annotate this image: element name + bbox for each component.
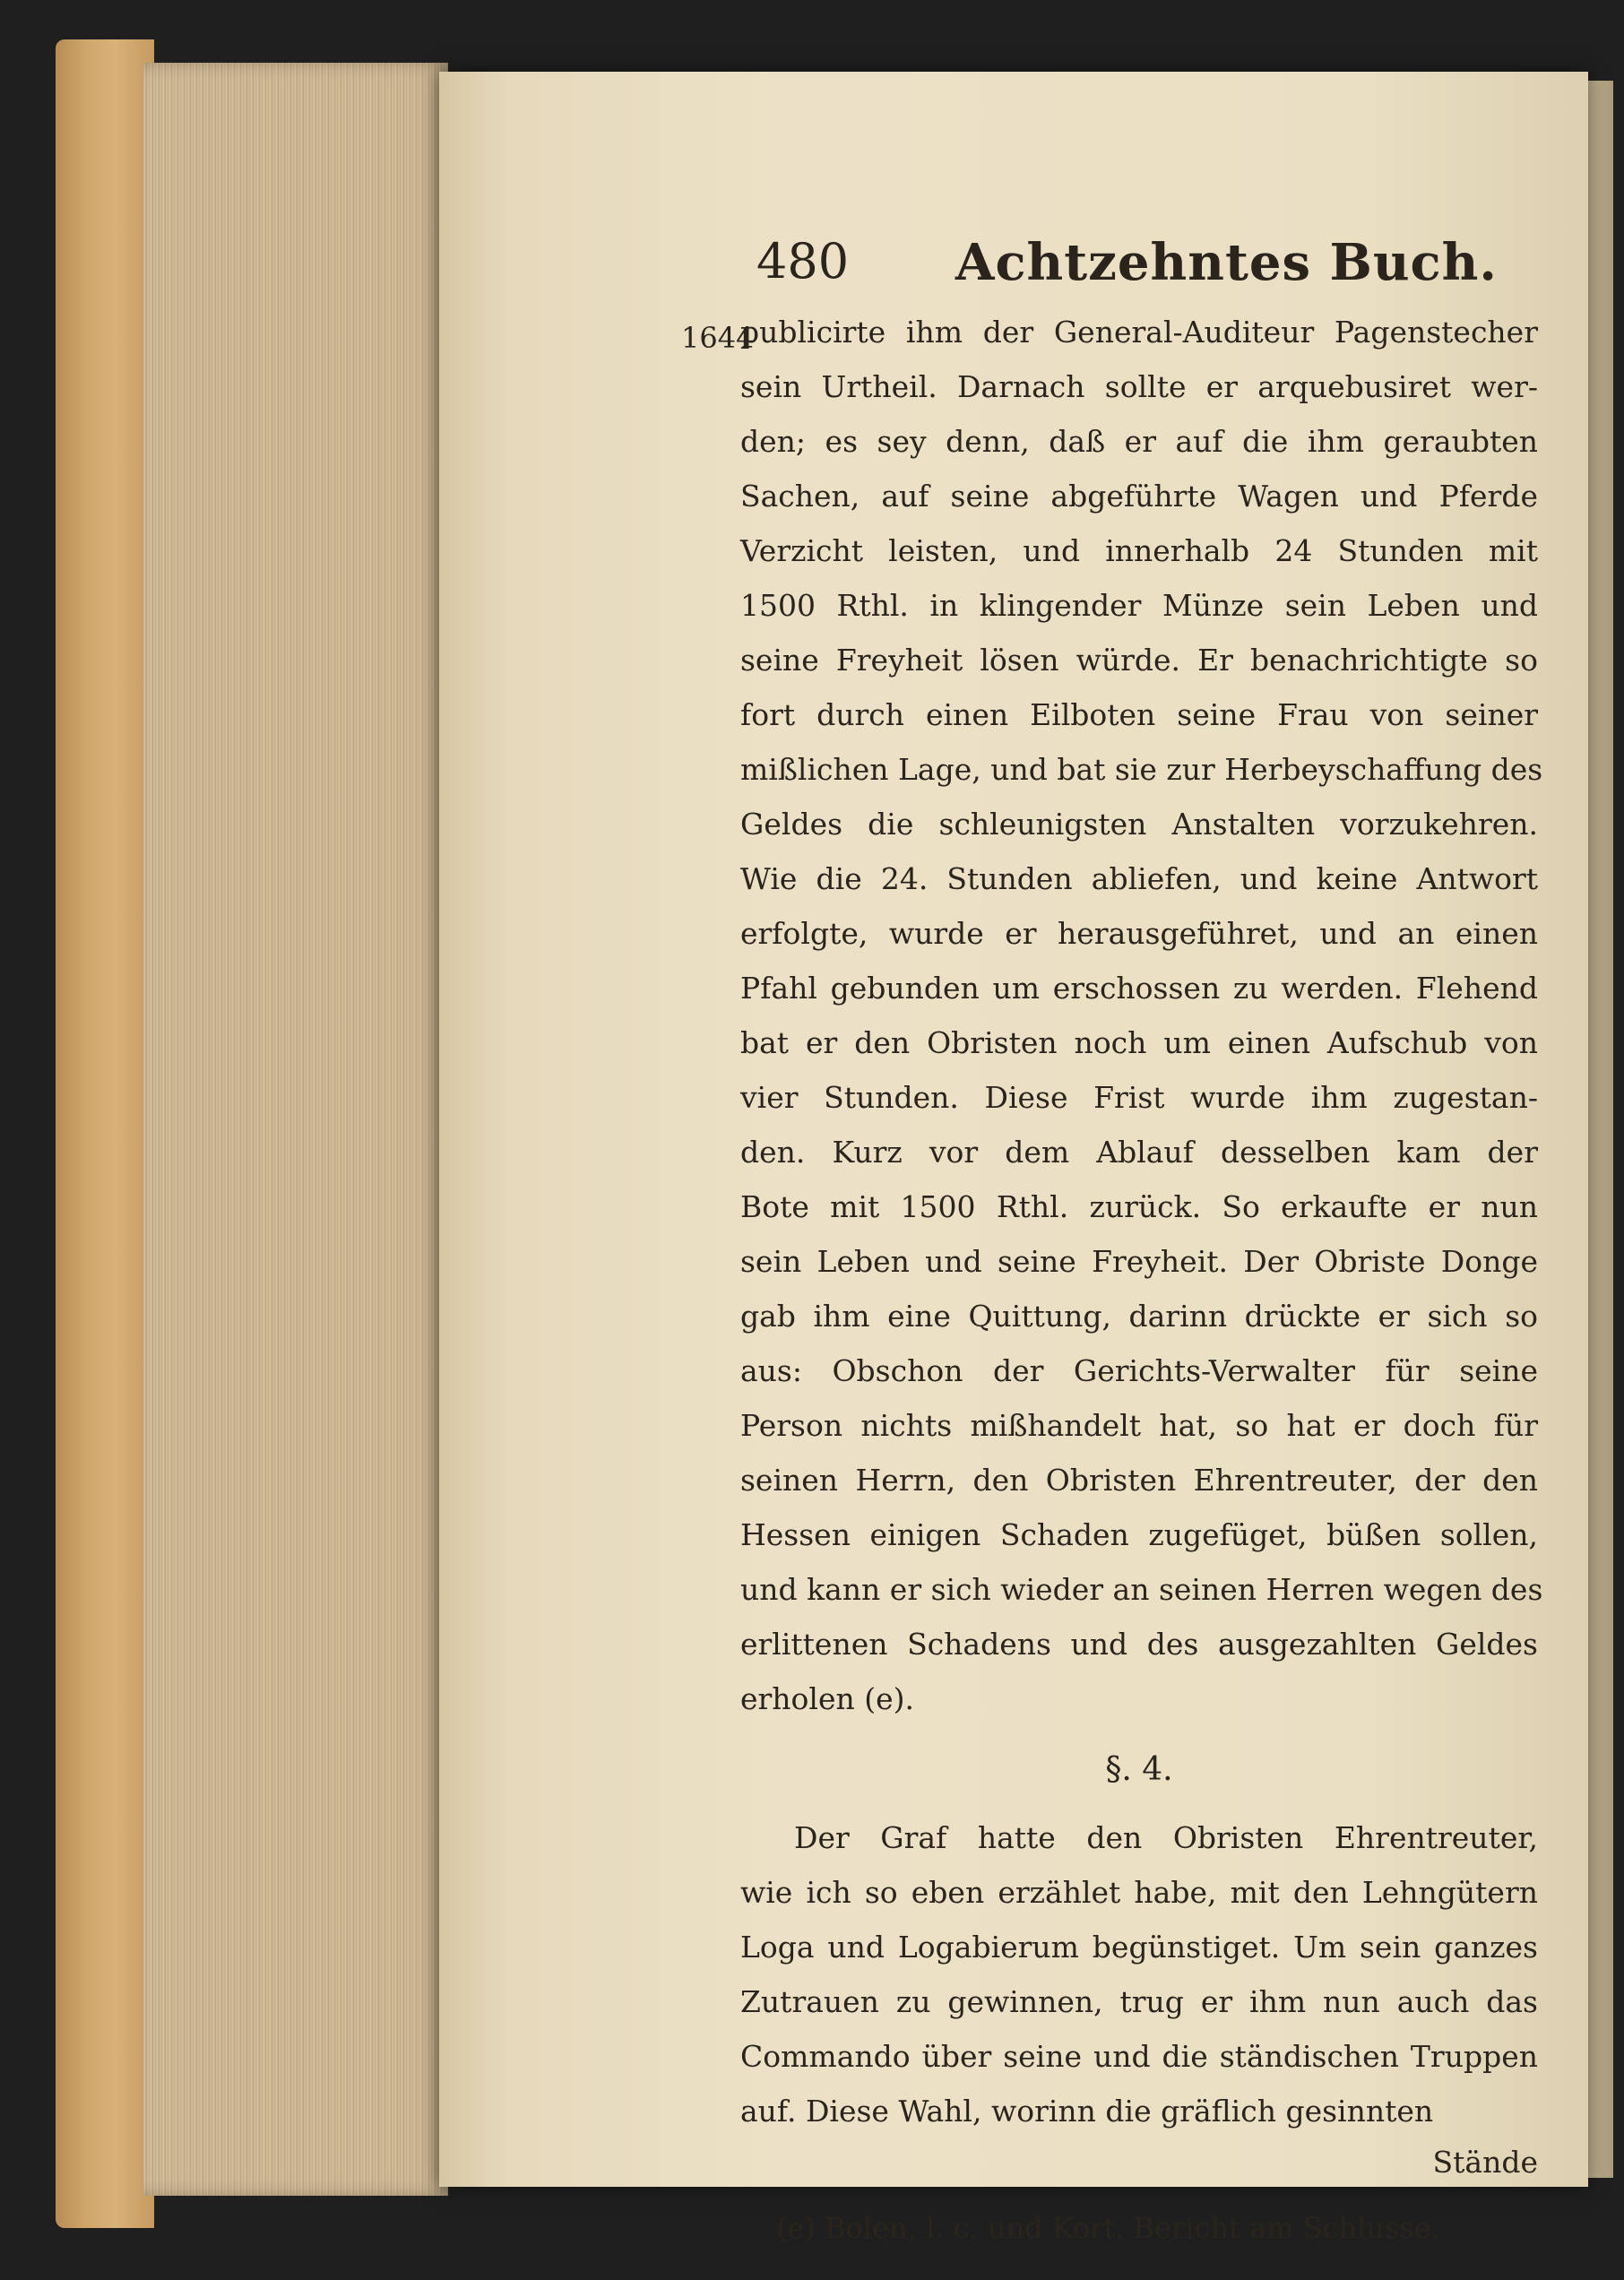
text-line: erlittenen Schadens und des ausgezahlten Geldes	[740, 1627, 1538, 1662]
paragraph-2	[740, 1810, 1538, 2138]
text-line: seinen Herrn, den Obristen Ehrentreuter, der den	[740, 1463, 1538, 1498]
section-heading: §. 4.	[1105, 1751, 1173, 1788]
text-line: sein Leben und seine Freyheit. Der Obriste Donge	[740, 1244, 1538, 1279]
text-line: Person nichts mißhandelt hat, so hat er doch für	[740, 1408, 1538, 1443]
text-line: Sachen, auf seine abgeführte Wagen und Pferde	[740, 479, 1538, 514]
text-line: 1500 Rthl. in klingender Münze sein Leben und	[740, 588, 1538, 623]
margin-year: 1644	[681, 321, 755, 355]
text-line: Wie die 24. Stunden abliefen, und keine Antwort	[740, 861, 1538, 896]
text-line: erholen (e).	[740, 1681, 915, 1716]
text-line: publicirte ihm der General-Auditeur Pagenstecher	[740, 315, 1538, 350]
running-head: Achtzehntes Buch.	[955, 233, 1498, 292]
footnote: (e) Bolen. l. c. und Kort. Bericht am Schlusse.	[776, 2211, 1440, 2245]
text-line: Bote mit 1500 Rthl. zurück. So erkaufte er nun	[740, 1189, 1538, 1224]
text-line: fort durch einen Eilboten seine Frau von seiner	[740, 697, 1538, 732]
text-line: mißlichen Lage, und bat sie zur Herbeyschaffung des	[740, 752, 1543, 787]
text-line: auf. Diese Wahl, worinn die gräflich gesinnten	[740, 2094, 1434, 2129]
text-block	[740, 224, 1543, 2255]
text-line: Hessen einigen Schaden zugefüget, büßen sollen,	[740, 1517, 1538, 1552]
text-line: Verzicht leisten, und innerhalb 24 Stunden mit	[740, 533, 1538, 568]
text-line: seine Freyheit lösen würde. Er benachrichtigte so	[740, 643, 1538, 678]
page-edges	[143, 63, 448, 2196]
text-line: sein Urtheil. Darnach sollte er arquebusiret wer-	[740, 369, 1538, 404]
text-line: den; es sey denn, daß er auf die ihm geraubten	[740, 424, 1538, 459]
page-number: 480	[756, 233, 850, 289]
text-line: bat er den Obristen noch um einen Aufschub von	[740, 1025, 1538, 1060]
text-line: gab ihm eine Quittung, darinn drückte er sich so	[740, 1299, 1538, 1334]
text-line: wie ich so eben erzählet habe, mit den Lehngütern	[740, 1875, 1538, 1910]
text-line: erfolgte, wurde er herausgeführet, und an einen	[740, 916, 1538, 951]
text-line: Pfahl gebunden um erschossen zu werden. Flehend	[740, 971, 1538, 1006]
text-line: vier Stunden. Diese Frist wurde ihm zugestan-	[740, 1080, 1538, 1115]
text-line: Commando über seine und die ständischen Truppen	[740, 2039, 1538, 2074]
text-line: aus: Obschon der Gerichts-Verwalter für seine	[740, 1353, 1538, 1388]
text-line: Geldes die schleunigsten Anstalten vorzukehren.	[740, 807, 1538, 842]
book-cover	[56, 39, 154, 2228]
text-line: Der Graf hatte den Obristen Ehrentreuter,	[794, 1820, 1538, 1855]
text-line: den. Kurz vor dem Ablauf desselben kam der	[740, 1135, 1538, 1170]
catchword: Stände	[1432, 2145, 1538, 2180]
page-header	[740, 224, 1538, 305]
text-line: und kann er sich wieder an seinen Herren wegen des	[740, 1572, 1543, 1607]
text-line: Loga und Logabierum begünstiget. Um sein ganzes	[740, 1930, 1538, 1965]
paragraph-1	[740, 305, 1543, 1726]
text-line: Zutrauen zu gewinnen, trug er ihm nun auch das	[740, 1984, 1538, 2019]
